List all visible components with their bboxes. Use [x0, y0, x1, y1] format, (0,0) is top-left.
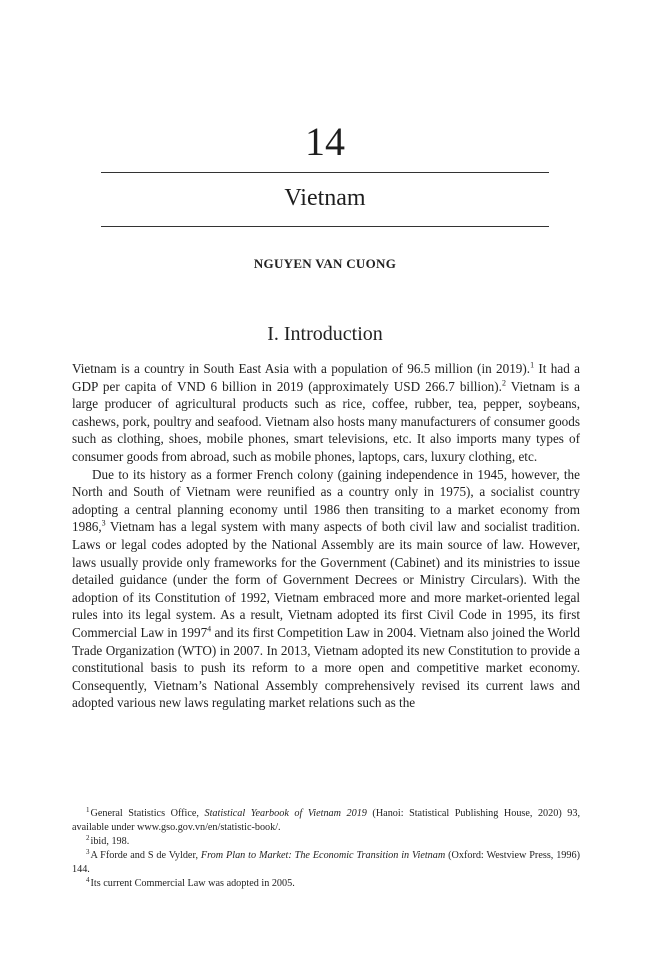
paragraph-2-text-a: Due to its history as a former French colony (gaining independence in 1945, however, the North and South of Vietnam were reunified as a country only in 1975), a socialist country adopting a central planning economy until 1986 then transiting to a market economy from 1986,	[72, 466, 580, 535]
chapter-author: NGUYEN VAN CUONG	[253, 256, 397, 271]
paragraph-1	[72, 360, 580, 466]
footnote	[72, 807, 580, 835]
footnote-ref-4[interactable]: 4	[207, 624, 212, 634]
paragraph-1-text-a: Vietnam is a country in South East Asia with a population of 96.5 million (in 2019).	[72, 361, 531, 376]
footnote-text: A Fforde and S de Vylder,	[90, 850, 201, 861]
footnote-cited-title: Statistical Yearbook of Vietnam 2019	[204, 808, 367, 819]
paragraph-2	[72, 466, 580, 712]
footnote-cited-title: From Plan to Market: The Economic Transition in Vietnam	[200, 850, 446, 861]
footnote-marker: 2	[86, 833, 90, 842]
footnote-text: General Statistics Office,	[90, 808, 205, 819]
paragraph-1-text-b: It had a GDP per capita of VND 6 billion in 2019 (approximately USD 266.7 billion).	[72, 361, 580, 394]
footnote-ref-1[interactable]: 1	[530, 360, 535, 370]
footnote-marker: 3	[86, 847, 90, 856]
body-text	[72, 360, 580, 712]
footnotes	[72, 807, 580, 891]
chapter-title-top-rule	[101, 172, 549, 173]
footnote-text: Its current Commercial Law was adopted in 2005.	[90, 878, 295, 889]
footnote-ref-2[interactable]: 2	[501, 378, 506, 388]
paragraph-2-text-c: and its first Competition Law in 2004. Vietnam also joined the World Trade Organization (WTO) in 2007. In 2013, Vietnam adopted its new Constitution to provide a constitutional basis to push its reform to a more open and competitive market economy. Consequently, Vietnam’s National Assembly comprehensively revised its current laws and adopted various new laws regulating market relations such as the	[72, 624, 580, 711]
footnote-ref-3[interactable]: 3	[101, 518, 106, 528]
section-heading: I. Introduction	[267, 323, 383, 345]
chapter-title: Vietnam	[284, 185, 366, 211]
footnote-text-tail: (Hanoi: Statistical Publishing House, 2020) 93, available under www.gso.gov.vn/en/statistic-book/.	[72, 808, 580, 833]
chapter-number: 14	[305, 119, 345, 164]
footnote-marker: 1	[86, 805, 90, 814]
footnote-text: ibid, 198.	[90, 836, 130, 847]
footnote-text-tail: (Oxford: Westview Press, 1996) 144.	[72, 850, 580, 875]
paragraph-1-text-c: Vietnam is a large producer of agricultural products such as rice, coffee, rubber, tea, pepper, soybeans, cashews, pork, poultry and seafood. Vietnam also hosts many manufacturers of consumer goods such as clothing, shoes, mobile phones, smart televisions, etc. It also imports many types of consumer goods from abroad, such as mobile phones, laptops, cars, luxury clothing, etc.	[72, 378, 581, 464]
footnote	[72, 849, 580, 877]
footnote	[72, 835, 580, 849]
footnote-marker: 4	[86, 875, 90, 884]
paragraph-2-text-b: Vietnam has a legal system with many aspects of both civil law and socialist tradition. Laws or legal codes adopted by the National Assembly are its main source of law. However, laws usually provide only frameworks for the Government (Cabinet) and its ministries to issue detailed guidance (under the form of Government Decrees or Ministry Circulars). With the adoption of its Constitution of 1992, Vietnam embraced more and more market-oriented legal rules into its legal system. As a result, Vietnam adopted its first Civil Code in 1995, its first Commercial Law in 1997	[72, 519, 580, 640]
footnote	[72, 877, 580, 891]
chapter-title-bottom-rule	[101, 226, 549, 227]
